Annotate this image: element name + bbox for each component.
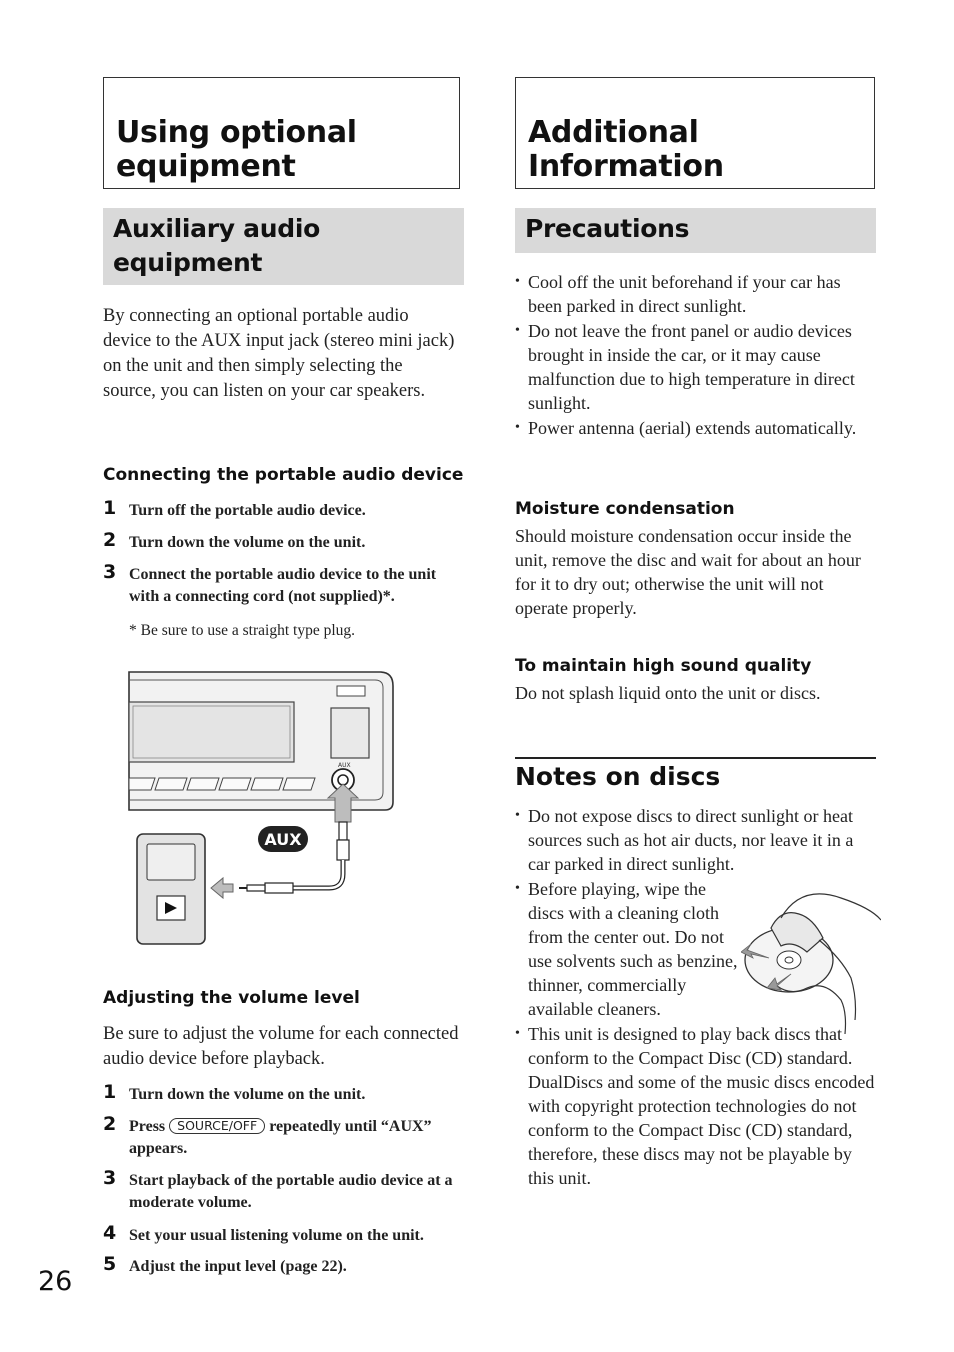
intro-paragraph: By connecting an optional portable audio device to the AUX input jack (stereo mini jack) on the unit and then simply selecting the source, you can listen on your car speakers.: [103, 306, 455, 401]
slot-panel: [331, 708, 369, 758]
notes-on-discs-title: Notes on discs: [515, 762, 721, 791]
step-number: 3: [103, 561, 117, 583]
display-panel: [129, 702, 294, 762]
list-item: • Do not expose discs to direct sunlight or heat sources such as hot air ducts, nor leave it in a car parked in direct sunlight.: [515, 804, 876, 876]
section-title: Auxiliary audio equipment: [113, 214, 320, 277]
list-item: • Do not leave the front panel or audio devices brought in inside the car, or it may cause malfunction due to high temperature in direct sunlight.: [515, 319, 876, 415]
step-number: 5: [103, 1253, 117, 1275]
list-item: • This unit is designed to play back discs that conform to the Compact Disc (CD) standard. DualDiscs and some of the music discs encoded with copyright protection technologies do not conform to the Compact Disc (CD) standard, therefore, these discs may not be playable by this unit.: [515, 1022, 876, 1190]
disc-cleaning-illustration: [741, 888, 881, 1038]
chapter-title: Using optional equipment: [116, 115, 357, 184]
step-text: [129, 1116, 439, 1160]
source-off-key: SOURCE/OFF: [169, 1118, 265, 1134]
list-item: • Before playing, wipe the discs with a cleaning cloth from the center out. Do not use solvents such as benzine, thinner, commercially available cleaners.: [515, 877, 738, 1021]
step-number: 1: [103, 1081, 117, 1103]
section-header-box: [103, 208, 464, 285]
chapter-title: Additional Information: [528, 115, 724, 184]
step-text: Set your usual listening volume on the unit.: [129, 1227, 424, 1244]
step-number: 2: [103, 529, 117, 551]
connecting-heading: Connecting the portable audio device: [103, 465, 464, 485]
step-number: 1: [103, 497, 117, 519]
step-text: Turn down the volume on the unit.: [129, 534, 366, 551]
step-number: 2: [103, 1113, 117, 1135]
aux-badge: AUX: [264, 830, 302, 849]
volume-intro: Be sure to adjust the volume for each connected audio device before playback.: [103, 1024, 459, 1069]
section-header-box: [515, 208, 876, 253]
step-text: Adjust the input level (page 22).: [129, 1258, 347, 1275]
footnote: * Be sure to use a straight type plug.: [129, 622, 355, 639]
page-number: 26: [38, 1266, 73, 1297]
aux-connection-diagram: [125, 662, 425, 952]
step-text: Turn off the portable audio device.: [129, 502, 366, 519]
chapter-title-box: [103, 77, 460, 189]
volume-heading: Adjusting the volume level: [103, 988, 360, 1008]
step-text: Turn down the volume on the unit.: [129, 1086, 366, 1103]
quality-text: Do not splash liquid onto the unit or discs.: [515, 683, 821, 703]
step-text-pre: Press: [129, 1118, 166, 1135]
step-number: 4: [103, 1222, 117, 1244]
step-text: Connect the portable audio device to the unit with a connecting cord (not supplied)*.: [129, 566, 437, 605]
list-item: • Power antenna (aerial) extends automatically.: [515, 416, 876, 440]
section-divider: [515, 757, 876, 759]
moisture-heading: Moisture condensation: [515, 499, 735, 519]
step-text: Start playback of the portable audio device at a moderate volume.: [129, 1172, 453, 1211]
section-title: Precautions: [525, 214, 690, 243]
step-number: 3: [103, 1167, 117, 1189]
step-text-post: repeatedly until “AUX” appears.: [129, 1118, 432, 1157]
list-item: • Cool off the unit beforehand if your car has been parked in direct sunlight.: [515, 270, 876, 318]
plug-arrow: [211, 878, 233, 898]
quality-heading: To maintain high sound quality: [515, 656, 812, 676]
precautions-list: [515, 270, 876, 440]
moisture-text: Should moisture condensation occur inside the unit, remove the disc and wait for about an hour for it to dry out; otherwise the unit will not operate properly.: [515, 526, 861, 618]
aux-jack-label: AUX: [338, 762, 351, 769]
chapter-title-box: [515, 77, 875, 189]
